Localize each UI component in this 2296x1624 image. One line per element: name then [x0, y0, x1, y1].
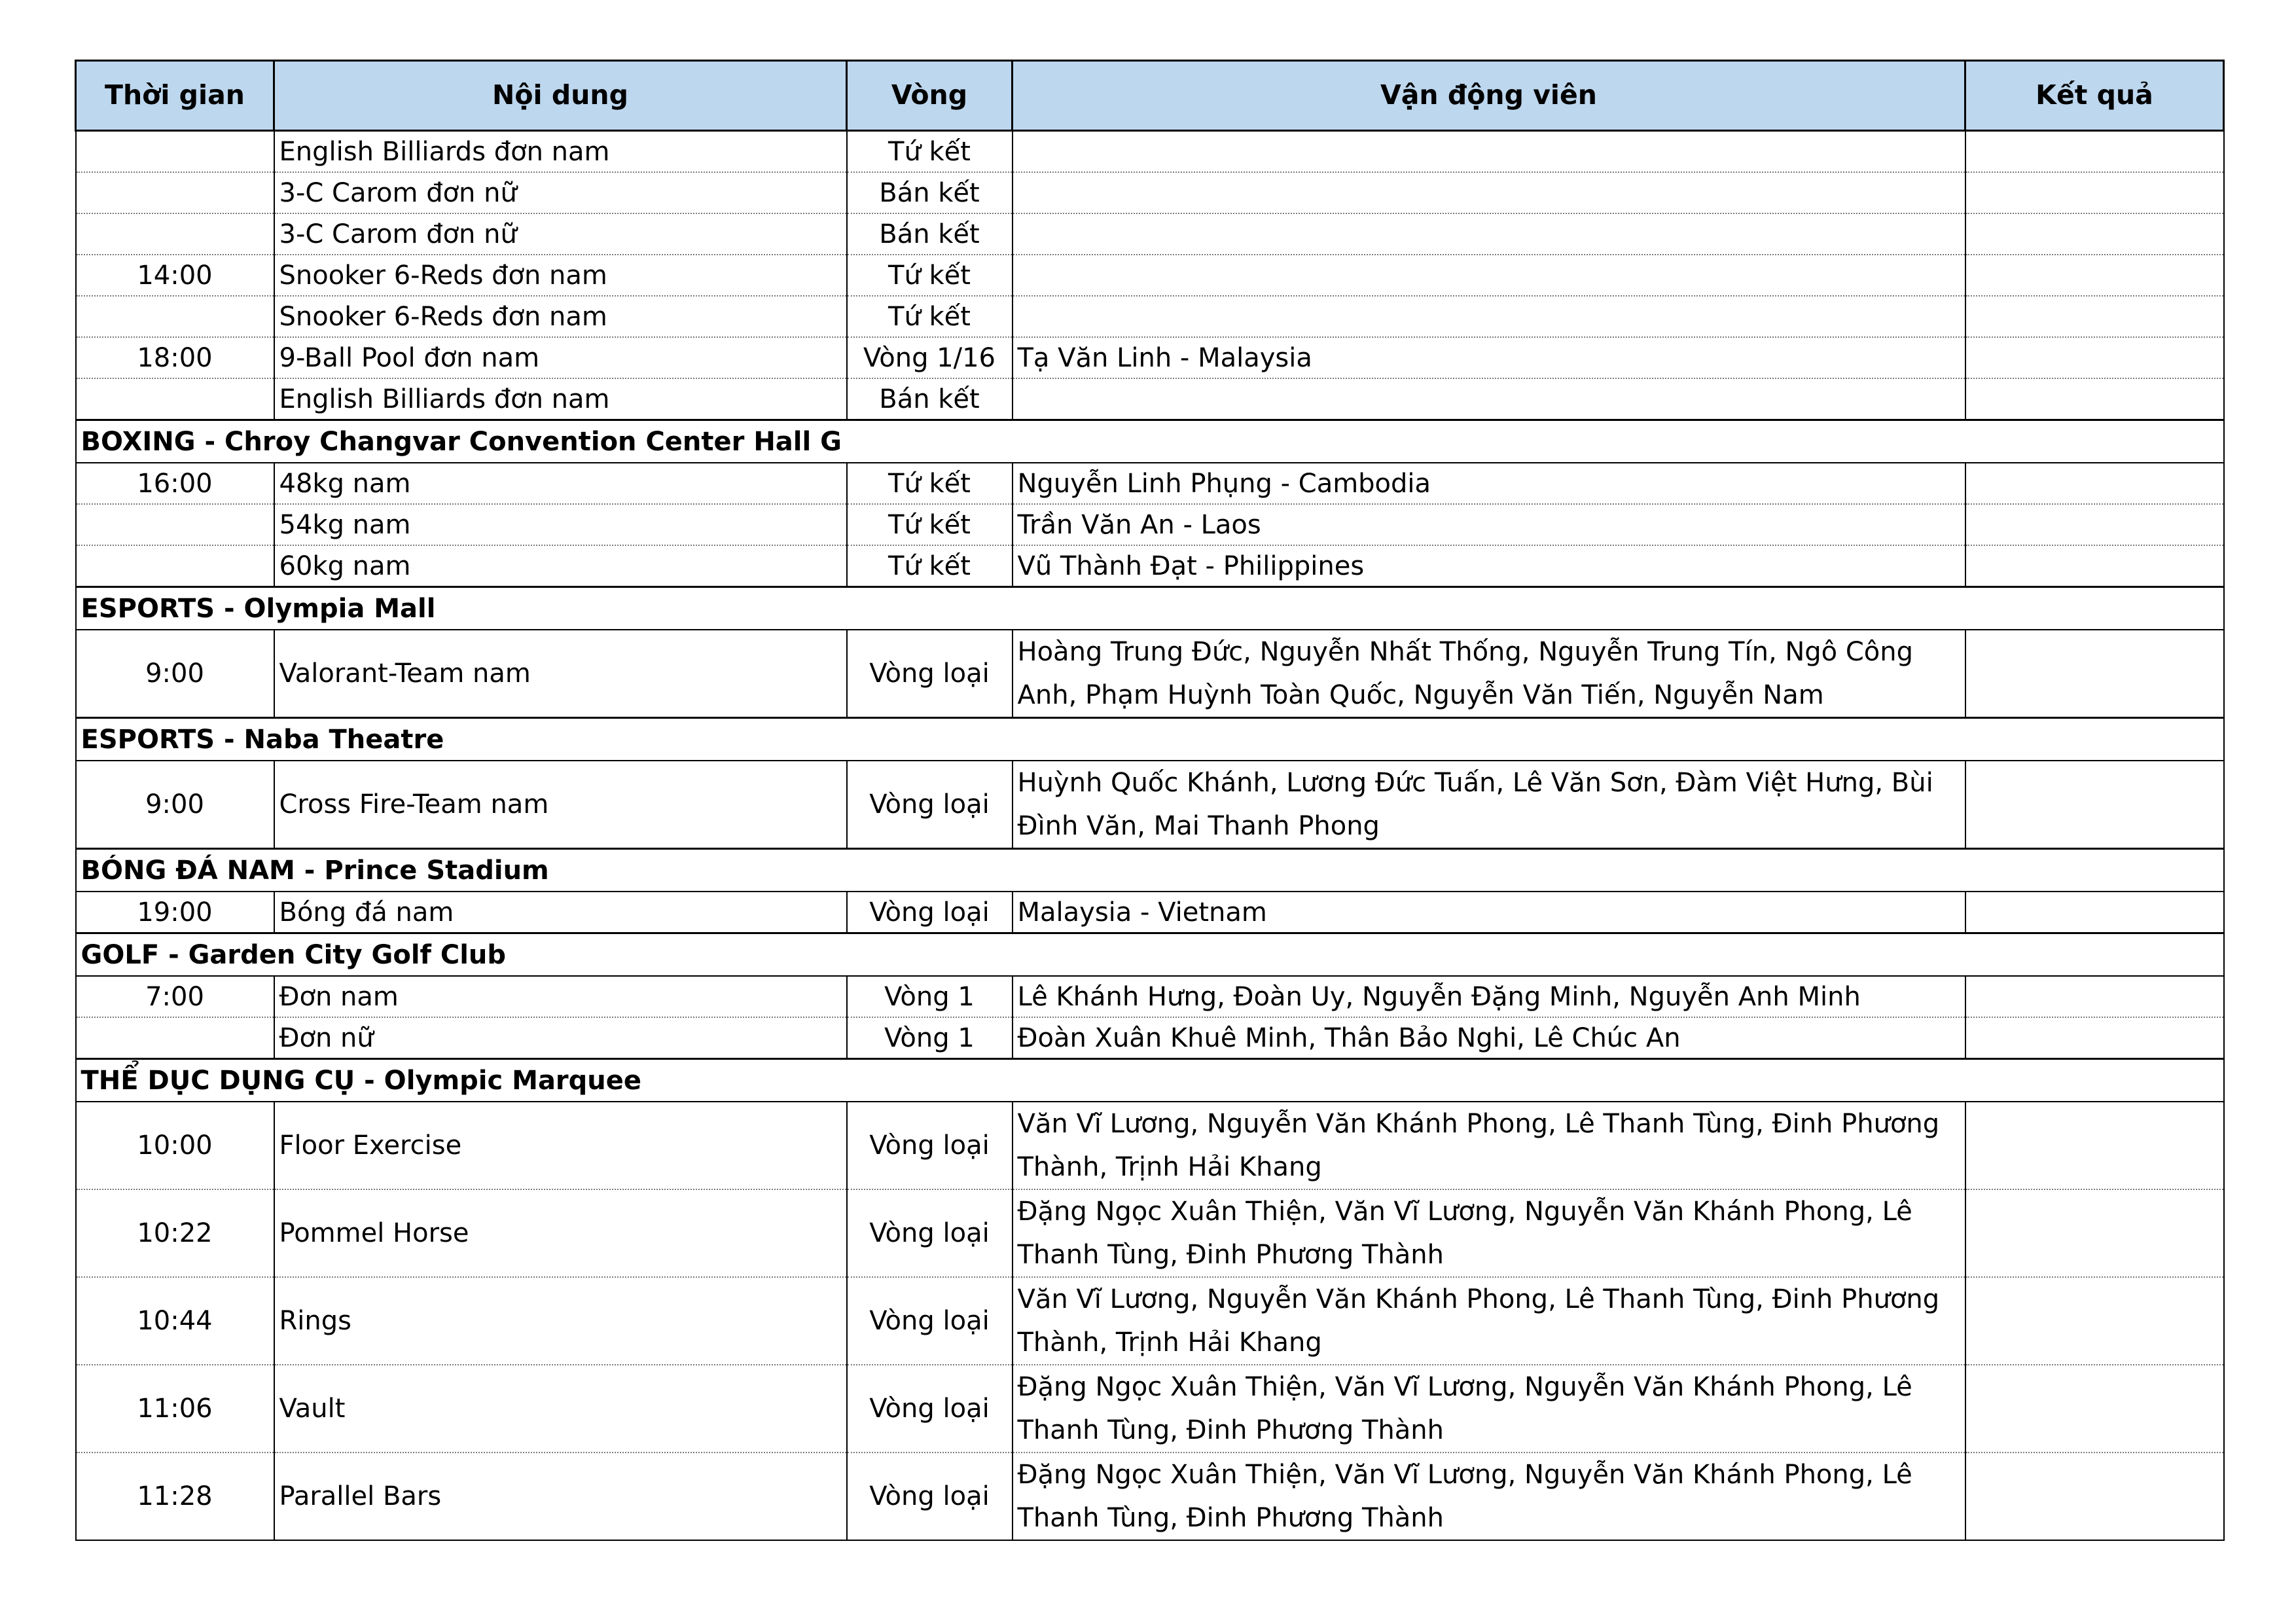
event-cell: 54kg nam [274, 504, 847, 545]
round-cell: Tứ kết [847, 463, 1013, 504]
result-cell [1965, 1102, 2224, 1189]
event-cell: Cross Fire-Team nam [274, 761, 847, 849]
table-row [76, 213, 2224, 255]
round-cell: Tứ kết [847, 296, 1013, 337]
time-cell: 10:22 [76, 1189, 274, 1277]
result-cell [1965, 131, 2224, 173]
round-cell: Tứ kết [847, 504, 1013, 545]
event-cell: Rings [274, 1277, 847, 1365]
section-header-row [76, 933, 2224, 977]
athletes-cell: Nguyễn Linh Phụng - Cambodia [1013, 463, 1965, 504]
section-title: BOXING - Chroy Changvar Convention Center Hall G [76, 420, 2224, 463]
time-cell: 16:00 [76, 463, 274, 504]
round-cell: Vòng 1 [847, 976, 1013, 1017]
athletes-cell: Lê Khánh Hưng, Đoàn Uy, Nguyễn Đặng Minh, Nguyễn Anh Minh [1013, 976, 1965, 1017]
table-row [76, 131, 2224, 173]
section-title: ESPORTS - Naba Theatre [76, 718, 2224, 761]
round-cell: Vòng loại [847, 630, 1013, 718]
table-row [76, 337, 2224, 378]
result-cell [1965, 1277, 2224, 1365]
header-row [76, 61, 2224, 131]
result-cell [1965, 630, 2224, 718]
section-title: THỂ DỤC DỤNG CỤ - Olympic Marquee [76, 1059, 2224, 1102]
schedule-table [75, 60, 2225, 1541]
result-cell [1965, 504, 2224, 545]
column-header-event: Nội dung [274, 61, 847, 131]
time-cell [76, 504, 274, 545]
athletes-cell: Đặng Ngọc Xuân Thiện, Văn Vĩ Lương, Nguyễn Văn Khánh Phong, Lê Thanh Tùng, Đinh Phương Thành [1013, 1189, 1965, 1277]
time-cell: 14:00 [76, 255, 274, 296]
event-cell: 9-Ball Pool đơn nam [274, 337, 847, 378]
table-row [76, 1365, 2224, 1453]
time-cell [76, 131, 274, 173]
section-title: ESPORTS - Olympia Mall [76, 587, 2224, 630]
athletes-cell: Văn Vĩ Lương, Nguyễn Văn Khánh Phong, Lê Thanh Tùng, Đinh Phương Thành, Trịnh Hải Khang [1013, 1102, 1965, 1189]
time-cell [76, 172, 274, 213]
athletes-cell: Văn Vĩ Lương, Nguyễn Văn Khánh Phong, Lê Thanh Tùng, Đinh Phương Thành, Trịnh Hải Khang [1013, 1277, 1965, 1365]
section-title: GOLF - Garden City Golf Club [76, 933, 2224, 977]
section-header-row [76, 420, 2224, 463]
athletes-cell: Đặng Ngọc Xuân Thiện, Văn Vĩ Lương, Nguyễn Văn Khánh Phong, Lê Thanh Tùng, Đinh Phương Thành [1013, 1365, 1965, 1453]
athletes-cell: Malaysia - Vietnam [1013, 892, 1965, 933]
table-row [76, 976, 2224, 1017]
round-cell: Tứ kết [847, 545, 1013, 587]
time-cell: 7:00 [76, 976, 274, 1017]
result-cell [1965, 213, 2224, 255]
athletes-cell: Trần Văn An - Laos [1013, 504, 1965, 545]
time-cell [76, 296, 274, 337]
table-row [76, 504, 2224, 545]
time-cell: 10:00 [76, 1102, 274, 1189]
athletes-cell [1013, 255, 1965, 296]
result-cell [1965, 1365, 2224, 1453]
time-cell: 9:00 [76, 630, 274, 718]
table-row [76, 1453, 2224, 1540]
athletes-cell: Vũ Thành Đạt - Philippines [1013, 545, 1965, 587]
column-header-round: Vòng [847, 61, 1013, 131]
time-cell: 18:00 [76, 337, 274, 378]
round-cell: Tứ kết [847, 131, 1013, 173]
result-cell [1965, 296, 2224, 337]
round-cell: Vòng 1 [847, 1017, 1013, 1059]
event-cell: Đơn nữ [274, 1017, 847, 1059]
round-cell: Bán kết [847, 378, 1013, 420]
event-cell: Valorant-Team nam [274, 630, 847, 718]
table-row [76, 1189, 2224, 1277]
result-cell [1965, 1453, 2224, 1540]
athletes-cell [1013, 213, 1965, 255]
event-cell: 3-C Carom đơn nữ [274, 213, 847, 255]
event-cell: Parallel Bars [274, 1453, 847, 1540]
table-row [76, 761, 2224, 849]
round-cell: Vòng 1/16 [847, 337, 1013, 378]
event-cell: Snooker 6-Reds đơn nam [274, 255, 847, 296]
round-cell: Bán kết [847, 213, 1013, 255]
event-cell: Floor Exercise [274, 1102, 847, 1189]
event-cell: English Billiards đơn nam [274, 131, 847, 173]
table-row [76, 1102, 2224, 1189]
time-cell [76, 1017, 274, 1059]
table-row [76, 172, 2224, 213]
section-header-row [76, 718, 2224, 761]
column-header-athletes: Vận động viên [1013, 61, 1965, 131]
section-header-row [76, 587, 2224, 630]
event-cell: Pommel Horse [274, 1189, 847, 1277]
round-cell: Vòng loại [847, 1453, 1013, 1540]
time-cell [76, 545, 274, 587]
result-cell [1965, 255, 2224, 296]
result-cell [1965, 545, 2224, 587]
table-row [76, 296, 2224, 337]
athletes-cell [1013, 172, 1965, 213]
schedule-body [76, 131, 2224, 1541]
section-title: BÓNG ĐÁ NAM - Prince Stadium [76, 849, 2224, 892]
result-cell [1965, 172, 2224, 213]
time-cell: 10:44 [76, 1277, 274, 1365]
round-cell: Vòng loại [847, 1102, 1013, 1189]
section-header-row [76, 1059, 2224, 1102]
result-cell [1965, 761, 2224, 849]
result-cell [1965, 337, 2224, 378]
table-row [76, 545, 2224, 587]
table-row [76, 1017, 2224, 1059]
time-cell [76, 213, 274, 255]
athletes-cell: Tạ Văn Linh - Malaysia [1013, 337, 1965, 378]
time-cell: 11:06 [76, 1365, 274, 1453]
result-cell [1965, 378, 2224, 420]
time-cell: 9:00 [76, 761, 274, 849]
table-row [76, 255, 2224, 296]
round-cell: Vòng loại [847, 761, 1013, 849]
result-cell [1965, 976, 2224, 1017]
result-cell [1965, 892, 2224, 933]
round-cell: Vòng loại [847, 1277, 1013, 1365]
time-cell [76, 378, 274, 420]
athletes-cell: Đặng Ngọc Xuân Thiện, Văn Vĩ Lương, Nguyễn Văn Khánh Phong, Lê Thanh Tùng, Đinh Phương Thành [1013, 1453, 1965, 1540]
event-cell: Snooker 6-Reds đơn nam [274, 296, 847, 337]
result-cell [1965, 1189, 2224, 1277]
result-cell [1965, 463, 2224, 504]
table-row [76, 1277, 2224, 1365]
time-cell: 11:28 [76, 1453, 274, 1540]
column-header-result: Kết quả [1965, 61, 2224, 131]
round-cell: Bán kết [847, 172, 1013, 213]
round-cell: Vòng loại [847, 892, 1013, 933]
athletes-cell [1013, 296, 1965, 337]
athletes-cell: Hoàng Trung Đức, Nguyễn Nhất Thống, Nguyễn Trung Tín, Ngô Công Anh, Phạm Huỳnh Toàn Quốc, Nguyễn Văn Tiến, Nguyễn Nam [1013, 630, 1965, 718]
event-cell: 60kg nam [274, 545, 847, 587]
event-cell: 48kg nam [274, 463, 847, 504]
column-header-time: Thời gian [76, 61, 274, 131]
round-cell: Vòng loại [847, 1189, 1013, 1277]
round-cell: Tứ kết [847, 255, 1013, 296]
table-row [76, 630, 2224, 718]
event-cell: Đơn nam [274, 976, 847, 1017]
section-header-row [76, 849, 2224, 892]
athletes-cell [1013, 378, 1965, 420]
event-cell: English Billiards đơn nam [274, 378, 847, 420]
round-cell: Vòng loại [847, 1365, 1013, 1453]
event-cell: Vault [274, 1365, 847, 1453]
athletes-cell: Đoàn Xuân Khuê Minh, Thân Bảo Nghi, Lê Chúc An [1013, 1017, 1965, 1059]
athletes-cell [1013, 131, 1965, 173]
athletes-cell: Huỳnh Quốc Khánh, Lương Đức Tuấn, Lê Văn Sơn, Đàm Việt Hưng, Bùi Đình Văn, Mai Thanh Phong [1013, 761, 1965, 849]
table-row [76, 892, 2224, 933]
table-row [76, 378, 2224, 420]
event-cell: Bóng đá nam [274, 892, 847, 933]
time-cell: 19:00 [76, 892, 274, 933]
table-row [76, 463, 2224, 504]
result-cell [1965, 1017, 2224, 1059]
event-cell: 3-C Carom đơn nữ [274, 172, 847, 213]
